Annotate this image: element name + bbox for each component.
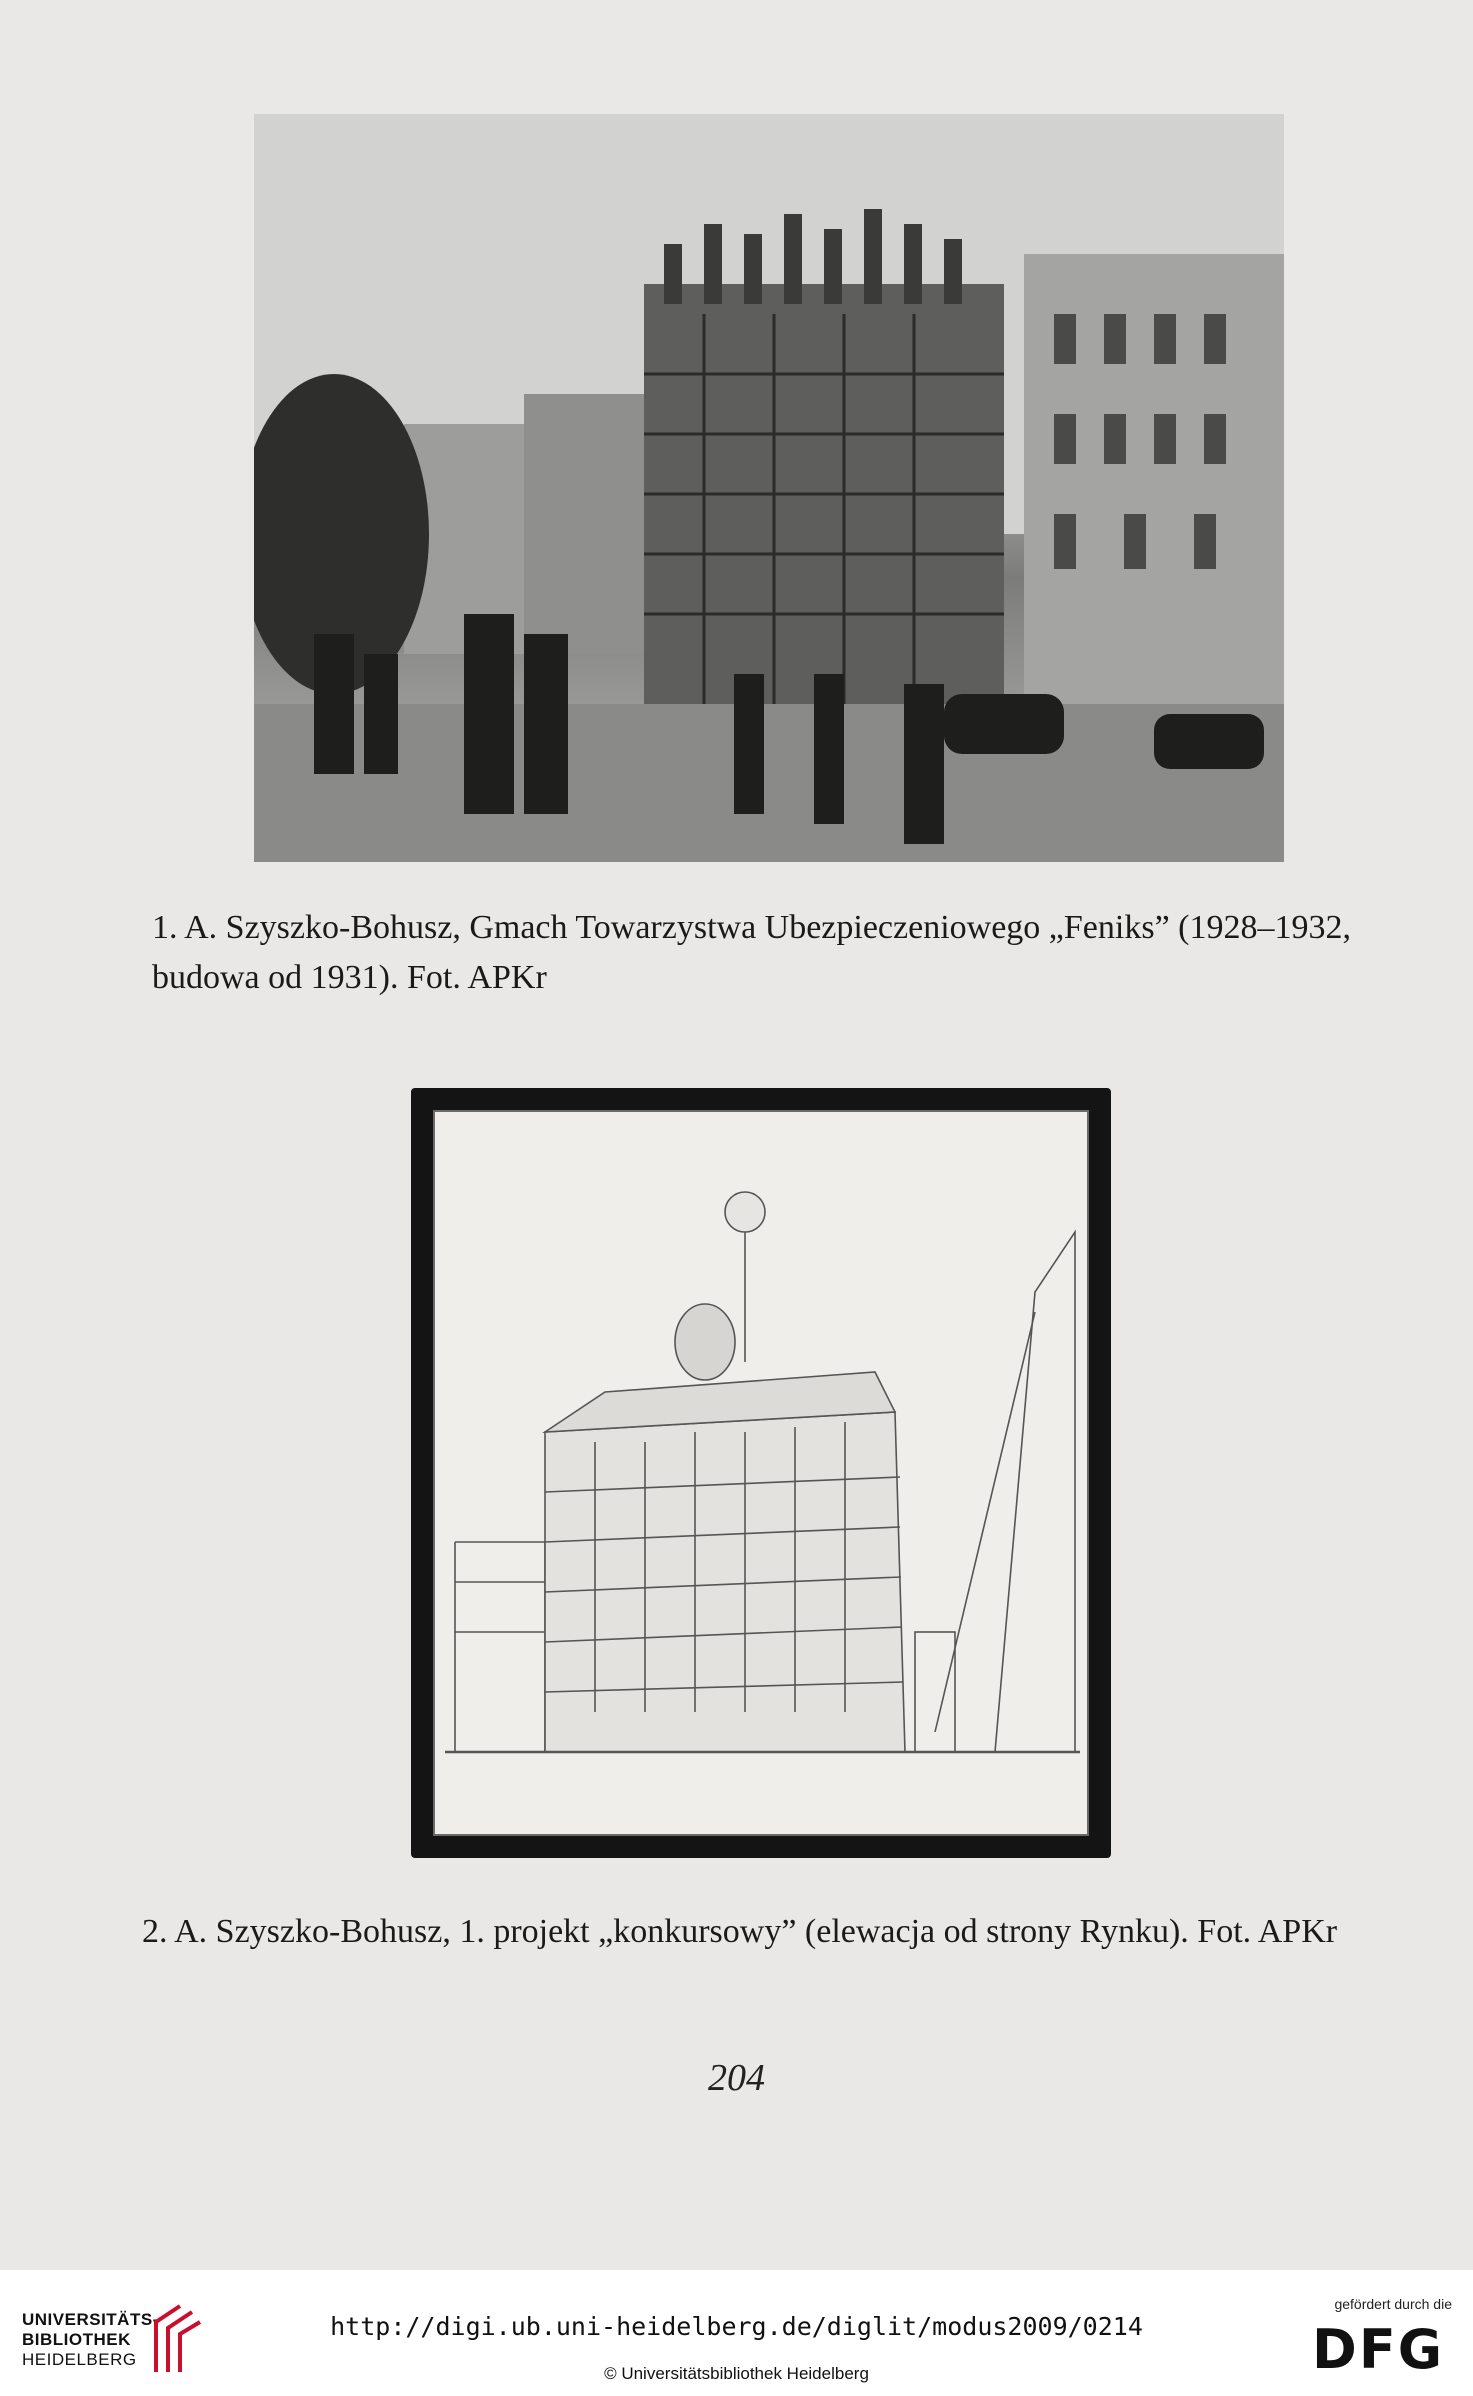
figure-2-framed-drawing [411, 1088, 1111, 1858]
figure-2-caption: 2. A. Szyszko-Bohusz, 1. projekt „konkursowy” (elewacja od strony Rynku). Fot. APKr [142, 1913, 1338, 1950]
figure-1-photograph [254, 114, 1284, 862]
permalink-url[interactable]: http://digi.ub.uni-heidelberg.de/diglit/modus2009/0214 [330, 2312, 1143, 2341]
copyright-notice: © Universitätsbibliothek Heidelberg [604, 2364, 869, 2383]
figure-1-caption [152, 903, 1402, 1003]
figure-1-caption-line-2: budowa od 1931). Fot. APKr [152, 959, 547, 996]
figure-1-caption-line-1: 1. A. Szyszko-Bohusz, Gmach Towarzystwa Ubezpieczeniowego „Feniks” (1928–1932, [152, 909, 1351, 946]
page-number: 204 [708, 2057, 765, 2099]
library-name-line-2: BIBLIOTHEK [22, 2330, 131, 2349]
figure-2-drawing [433, 1110, 1089, 1836]
funding-note: gefördert durch die [1334, 2296, 1452, 2312]
dfg-logo: DFG [1312, 2318, 1445, 2381]
library-name-line-1: UNIVERSITÄTS- [22, 2310, 159, 2329]
library-name-line-3: HEIDELBERG [22, 2350, 137, 2369]
